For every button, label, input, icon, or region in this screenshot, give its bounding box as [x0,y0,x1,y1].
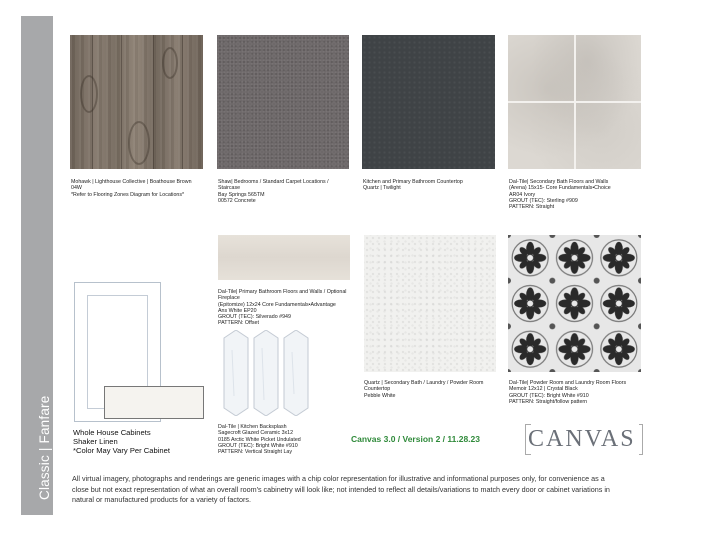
side-label: Classic | Fanfare [37,395,52,500]
cabinet-caption [73,428,170,455]
backsplash-tile-swatch [222,330,314,416]
secondary-bath-tile-caption [509,179,649,210]
version-text: Canvas 3.0 / Version 2 / 11.28.23 [351,434,481,444]
caption-line: Shaw| Bedrooms / Standard Carpet Locations / [218,179,329,185]
countertop-swatch [362,35,495,169]
countertop-caption [363,179,503,192]
caption-line: Shaker Linen [73,437,118,446]
caption-line: Memoir 12x12 | Crystal Black [509,386,578,393]
caption-line: GROUT (TEC): Bright White #910 [509,392,589,399]
caption-line: Dal-Tile| Secondary Bath Floors and Walls [509,179,609,185]
caption-line: Bay Springs 565TM [218,191,265,198]
flooring-swatch [70,35,203,169]
quartz-secondary-caption [364,380,504,399]
caption-line: Quartz | Secondary Bath / Laundry / Powder Room [364,380,484,386]
caption-line: PATTERN: Straight [509,204,555,211]
caption-line: GROUT (TEC): Bright White #910 [218,442,298,449]
caption-line: *Color May Vary Per Cabinet [73,446,170,455]
secondary-bath-tile-swatch [508,35,641,169]
powder-room-tile-swatch [508,235,641,372]
powder-room-tile-caption [509,380,649,405]
caption-line: Sagecroft Glazed Ceramic 3x12 [218,430,294,437]
caption-line: Kitchen and Primary Bathroom Countertop [363,179,463,185]
caption-line: *Refer to Flooring Zones Diagram for Locations* [71,191,185,198]
caption-line: PATTERN: Offset [218,320,259,327]
caption-line: Dal-Tile| Powder Room and Laundry Room Floors [509,380,627,386]
caption-line: Quartz | Twilight [363,185,401,192]
caption-line: Countertop [364,386,391,393]
caption-line: AR04 Ivory [509,191,536,198]
primary-bath-tile-caption [218,289,358,327]
caption-line: Pebble White [364,392,396,399]
flooring-caption [71,179,211,198]
caption-line: Whole House Cabinets [73,428,151,437]
primary-bath-tile-swatch [218,235,350,280]
canvas-logo [525,424,643,455]
caption-line: Staircase [218,185,241,192]
caption-line: 0185 Arctic White Picket Undulated [218,436,301,443]
caption-line: (Arena) 15x15- Core Fundamentals•Choice [509,185,611,192]
caption-line: 00572 Concrete [218,197,256,204]
caption-line: Dal-Tile | Kitchen Backsplash [218,424,287,430]
backsplash-caption [218,424,358,455]
disclaimer-text: All virtual imagery, photographs and renderings are generic images with a chip color representation for illustrative and informational purposes only, for convenience as a close but not exact representation of what an overall room's cabinetry will look like; not intended to reflect all details/variations to match every door or cabinet variations in natural or manufactured products for a variety of factors. [72,474,610,504]
cabinet-color-chip [104,386,204,419]
caption-line: 04W [71,185,82,192]
caption-line: Dal-Tile| Primary Bathroom Floors and Walls / Optional [218,289,347,295]
caption-line: Fireplace [218,295,240,302]
caption-line: GROUT (TEC): Sterling #909 [509,197,578,204]
caption-line: Ans White EP20 [218,307,257,314]
caption-line: Mohawk | Lighthouse Collective | Boathouse Brown [71,179,192,185]
caption-line: PATTERN: Vertical Straight Lay [218,449,292,456]
carpet-swatch [217,35,349,169]
caption-line: (Epitomize) 12x24 Core Fundamentals•Advantage [218,301,336,308]
caption-line: PATTERN: Straight/follow pattern [509,398,588,405]
logo-text: CANVAS [528,426,636,452]
caption-line: GROUT (TEC): Silverado #949 [218,314,291,321]
carpet-caption [218,179,358,204]
quartz-secondary-swatch [364,235,496,372]
